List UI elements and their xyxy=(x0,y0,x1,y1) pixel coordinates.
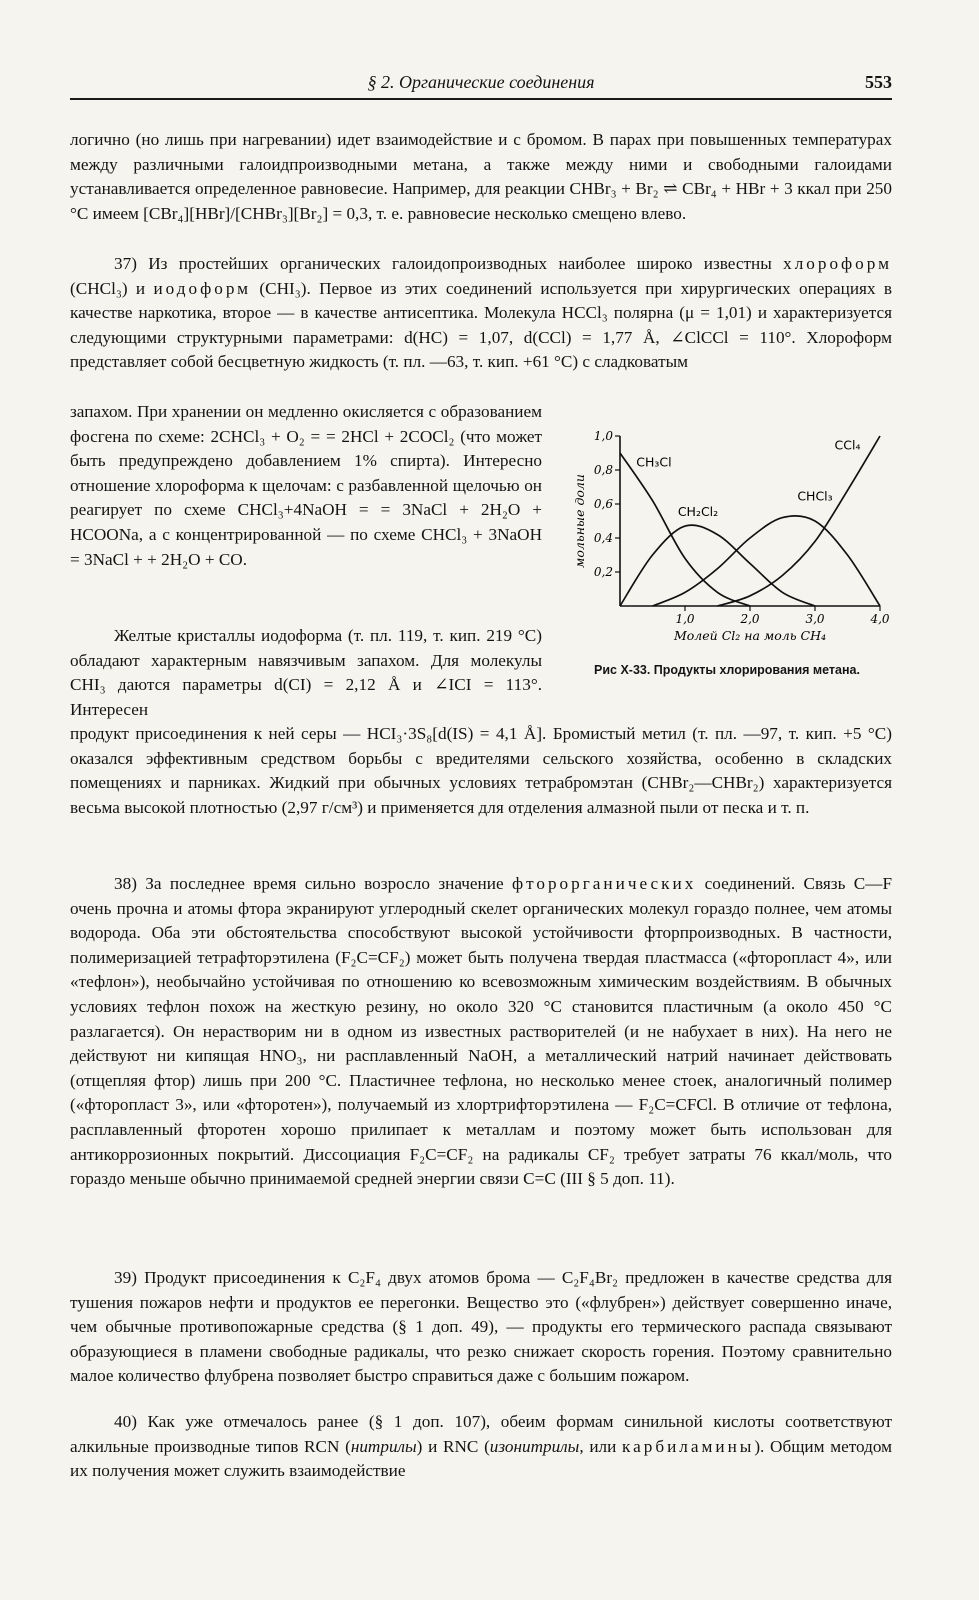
paragraph-iodoform: Желтые кристаллы иодоформа (т. пл. 119, т. кип. 219 °С) обладают характерным навязчивым запахом. Для молекулы CHI₃ даются параметры d(CI) = 2,12 Å и ∠ICI = 113°. Интересен xyxy=(70,626,542,719)
term-carbylamines: карбиламины xyxy=(622,1436,755,1456)
series-label: CH₃Cl xyxy=(636,454,672,470)
figure-caption: Рис X-33. Продукты хлорирования метана. xyxy=(594,663,860,677)
series-label: CH₂Cl₂ xyxy=(677,503,719,519)
y-tick-label: 0,8 xyxy=(593,463,613,477)
y-tick-label: 0,6 xyxy=(593,497,613,511)
text-span: ). Общим методом их получения может служить взаимодействие xyxy=(70,1436,892,1481)
text-span: 38) За последнее время сильно возросло значение xyxy=(114,874,504,893)
term-fluoroorganic: фторорганических xyxy=(511,874,697,893)
series-line xyxy=(620,525,815,606)
term-isonitriles: изонитрилы xyxy=(489,1436,580,1456)
term-nitriles: нитрилы xyxy=(350,1436,417,1456)
text-span: соединений. Связь C—F очень прочна и атомы фтора экранируют углеродный скелет органических молекул гораздо полнее, чем атомы водорода. Оба эти обстоятельства способствуют высокой устойчивости фторпроизводных. В частности, полимеризацией тетрафторэтилена (F₂C=CF₂) может быть получена твердая пластмасса («фторопласт 4», или «тефлон»), необычайно устойчивая по отношению ко всевозможным химическим воздействиям. В обычных условиях тефлон похож на жесткую резину, но около 320 °С становится пластичным (а около 450 °С разлагается). Он нерастворим ни в одном из известных растворителей (и не набухает в них). На него не действуют ни кипящая HNO₃, ни расплавленный NaOH, а металлический натрий начинает действовать (отщепляя фтор) лишь при 200 °С. Пластичнее тефлона, но несколько менее стоек, аналогичный полимер («фторопласт 3», или «фторотен»), получаемый из хлортрифторэтилена — F₂C=CFCl. В отличие от тефлона, расплавленный фторотен хорошо прилипает к металлам и поэтому может быть использован для антикоррозионных покрытий. Диссоциация F₂C=CF₂ на радикалы CF₂ требует затраты 76 ккал/моль, что гораздо меньше обычно принимаемой средней энергии связи C=C (III § 5 доп. 11). xyxy=(70,874,893,1189)
page-header xyxy=(70,70,892,100)
x-axis-title: Молей Cl₂ на моль CH₄ xyxy=(673,628,827,643)
x-tick-label: 1,0 xyxy=(675,612,695,626)
text-span: (CHCl₃) и xyxy=(70,278,146,298)
text-span: Из простейших органических галоидопроизводных наиболее широко известны xyxy=(148,254,772,273)
x-tick-label: 3,0 xyxy=(805,612,825,626)
term-iodoform: иодоформ xyxy=(153,278,252,298)
y-tick-label: 0,2 xyxy=(593,565,613,579)
paragraph-37 xyxy=(70,252,892,375)
series-label: CCl₄ xyxy=(834,437,861,453)
y-tick-label: 1,0 xyxy=(593,429,613,443)
paragraph-number: 37) xyxy=(114,254,137,273)
y-axis-title: мольные доли xyxy=(572,474,587,568)
y-tick-label: 0,4 xyxy=(593,531,613,545)
text-span: ) и RNC ( xyxy=(416,1436,490,1456)
x-tick-label: 2,0 xyxy=(740,612,760,626)
paragraph-37-wrap: запахом. При хранении он медленно окисляется с образованием фосгена по схеме: 2CHCl₃ + O₂ = = 2HCl + 2COCl₂ (что может быть предупреждено добавлением 1% спирта). Интересно отношение хлороформа к щелочам: с разбавленной щелочью он реагирует по схеме CHCl₃+4NaOH = = 3NaCl + 2H₂O + HCOONa, а с концентрированной — по схеме CHCl₃ + 3NaOH = 3NaCl + + 2H₂O + CO. xyxy=(70,402,542,569)
x-tick-label: 4,0 xyxy=(870,612,890,626)
text-span: , или xyxy=(579,1436,617,1456)
series-line xyxy=(718,436,881,606)
text-span: (CHI₃). Первое из этих соединений используется при хирургических операциях в качестве наркотика, второе — в качестве антисептика. Молекула HCCl₃ полярна (μ = 1,01) и характеризуется следующими структурными параметрами: d(HC) = 1,07, d(CCl) = 1,77 Å, ∠ClCCl = 110°. Хлороформ представляет собой бесцветную жидкость (т. пл. —63, т. кип. +61 °С) с сладковатым xyxy=(70,278,893,372)
term-chloroform: хлороформ xyxy=(783,254,892,273)
paragraph-bromine: логично (но лишь при нагревании) идет взаимодействие и с бромом. В парах при повышенных температурах между различными галоидпроизводными метана, а также между ними и свободными галоидами устанавливается определенное равновесие. Например, для реакции СНBr₃ + Br₂ ⇌ CBr₄ + HBr + 3 ккал при 250 °С имеем [CBr₄][HBr]/[CHBr₃][Br₂] = 0,3, т. е. равновесие несколько смещено влево. xyxy=(70,130,892,223)
chart-svg xyxy=(560,420,894,660)
series-label: CHCl₃ xyxy=(797,488,833,504)
series-line xyxy=(620,453,750,606)
running-title: § 2. Органические соединения xyxy=(367,72,595,92)
paragraph-38 xyxy=(70,872,892,1192)
paragraph-39: 39) Продукт присоединения к C₂F₄ двух атомов брома — C₂F₄Br₂ предложен в качестве средства для тушения пожаров нефти и продуктов ее перегонки. Вещество это («флубрен») действует совершенно иначе, чем обычные противопожарные средства (§ 1 доп. 49), — продукты его термического распада связывают образующиеся в пламени свободные радикалы, что резко снижает скорость горения. Поэтому сравнительно малое количество флубрена позволяет быстро справиться даже с большим пожаром. xyxy=(70,1268,892,1386)
paragraph-iodoform-cont: продукт присоединения к ней серы — HCI₃·3S₈[d(IS) = 4,1 Å]. Бромистый метил (т. пл. —97, т. кип. +5 °С) оказался эффективным средством борьбы с вредителями сельского хозяйства, особенно в складских помещениях и парниках. Жидкий при обычных условиях тетрабромэтан (CHBr₂—CHBr₂) характеризуется весьма высокой плотностью (2,97 г/см³) и применяется для отделения алмазной пыли от песка и т. п. xyxy=(70,724,892,817)
page-number: 553 xyxy=(865,72,892,92)
text-span: 40) Как уже отмечалось ранее (§ 1 доп. 107), обеим формам синильной кислоты соответствуют алкильные производные типов RCN ( xyxy=(70,1412,892,1456)
paragraph-40 xyxy=(70,1410,892,1484)
